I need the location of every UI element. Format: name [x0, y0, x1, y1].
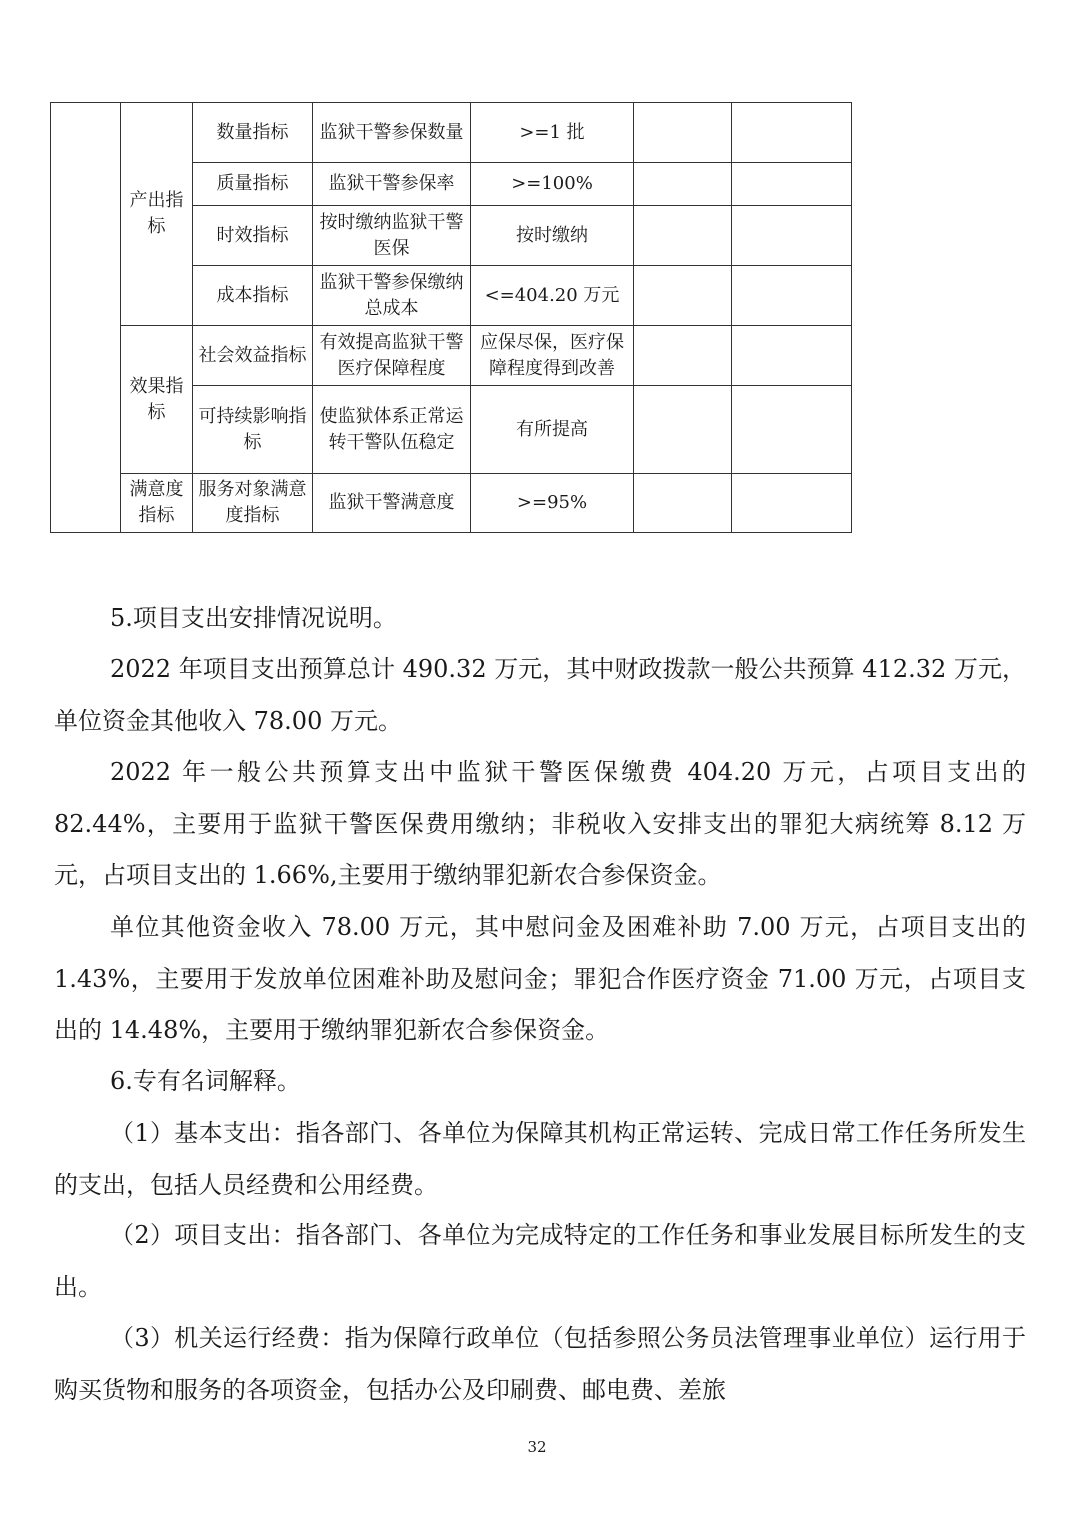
paragraph-basic-expenditure: （1）基本支出：指各部门、各单位为保障其机构正常运转、完成日常工作任务所发生的支出，包括人员经费和公用经费。 — [54, 1119, 1026, 1199]
value-cell: 应保尽保，医疗保障程度得到改善 — [471, 326, 634, 386]
satisfaction-indicator-label: 满意度指标 — [121, 474, 193, 533]
empty-cell — [732, 206, 852, 266]
empty-cell — [634, 386, 732, 474]
level2-cell: 数量指标 — [193, 103, 313, 163]
paragraph-operating-expenses: （3）机关运行经费：指为保障行政单位（包括参照公务员法管理事业单位）运行用于购买货物和服务的各项资金，包括办公及印刷费、邮电费、差旅 — [54, 1324, 1026, 1404]
level2-cell: 可持续影响指标 — [193, 386, 313, 474]
section-heading-glossary: 6.专有名词解释。 — [110, 1067, 301, 1095]
empty-cell — [634, 474, 732, 533]
level3-cell: 监狱干警参保数量 — [313, 103, 471, 163]
table-row — [51, 326, 852, 386]
value-cell: <=404.20 万元 — [471, 266, 634, 326]
level2-cell: 社会效益指标 — [193, 326, 313, 386]
output-indicator-label: 产出指标 — [121, 103, 193, 326]
value-cell: 按时缴纳 — [471, 206, 634, 266]
level2-cell: 成本指标 — [193, 266, 313, 326]
level3-cell: 监狱干警满意度 — [313, 474, 471, 533]
empty-cell — [732, 474, 852, 533]
empty-cell — [634, 206, 732, 266]
empty-cell — [634, 266, 732, 326]
empty-cell — [732, 103, 852, 163]
effect-indicator-label: 效果指标 — [121, 326, 193, 474]
level3-cell: 监狱干警参保率 — [313, 163, 471, 206]
level3-cell: 使监狱体系正常运转干警队伍稳定 — [313, 386, 471, 474]
empty-cell — [732, 326, 852, 386]
level2-cell: 质量指标 — [193, 163, 313, 206]
section-heading-expenditure: 5.项目支出安排情况说明。 — [110, 604, 397, 632]
paragraph-public-budget: 2022 年一般公共预算支出中监狱干警医保缴费 404.20 万元，占项目支出的 82.44%，主要用于监狱干警医保费用缴纳；非税收入安排支出的罪犯大病统筹 8.12 万元，占项目支出的 1.66%,主要用于缴纳罪犯新农合参保资金。 — [54, 758, 1026, 889]
level3-cell: 有效提高监狱干警医疗保障程度 — [313, 326, 471, 386]
empty-cell — [634, 163, 732, 206]
table-row — [51, 474, 852, 533]
level2-cell: 时效指标 — [193, 206, 313, 266]
empty-cell — [732, 163, 852, 206]
value-cell: >=100% — [471, 163, 634, 206]
paragraph-other-income: 单位其他资金收入 78.00 万元，其中慰问金及困难补助 7.00 万元，占项目支出的 1.43%，主要用于发放单位困难补助及慰问金；罪犯合作医疗资金 71.00 万元，占项目支出的 14.48%，主要用于缴纳罪犯新农合参保资金。 — [54, 913, 1026, 1044]
level3-cell: 按时缴纳监狱干警医保 — [313, 206, 471, 266]
value-cell: 有所提高 — [471, 386, 634, 474]
value-cell: >=95% — [471, 474, 634, 533]
empty-cell — [732, 266, 852, 326]
paragraph-project-expenditure: （2）项目支出：指各部门、各单位为完成特定的工作任务和事业发展目标所发生的支出。 — [54, 1221, 1026, 1301]
value-cell: >=1 批 — [471, 103, 634, 163]
performance-indicator-table — [50, 102, 852, 533]
page-number: 32 — [527, 1438, 547, 1456]
empty-cell — [634, 103, 732, 163]
level1-cell — [51, 103, 121, 533]
empty-cell — [634, 326, 732, 386]
level2-cell: 服务对象满意度指标 — [193, 474, 313, 533]
empty-cell — [732, 386, 852, 474]
paragraph-budget-total: 2022 年项目支出预算总计 490.32 万元，其中财政拨款一般公共预算 412.32 万元，单位资金其他收入 78.00 万元。 — [54, 655, 1026, 735]
table-row — [51, 103, 852, 163]
level3-cell: 监狱干警参保缴纳总成本 — [313, 266, 471, 326]
